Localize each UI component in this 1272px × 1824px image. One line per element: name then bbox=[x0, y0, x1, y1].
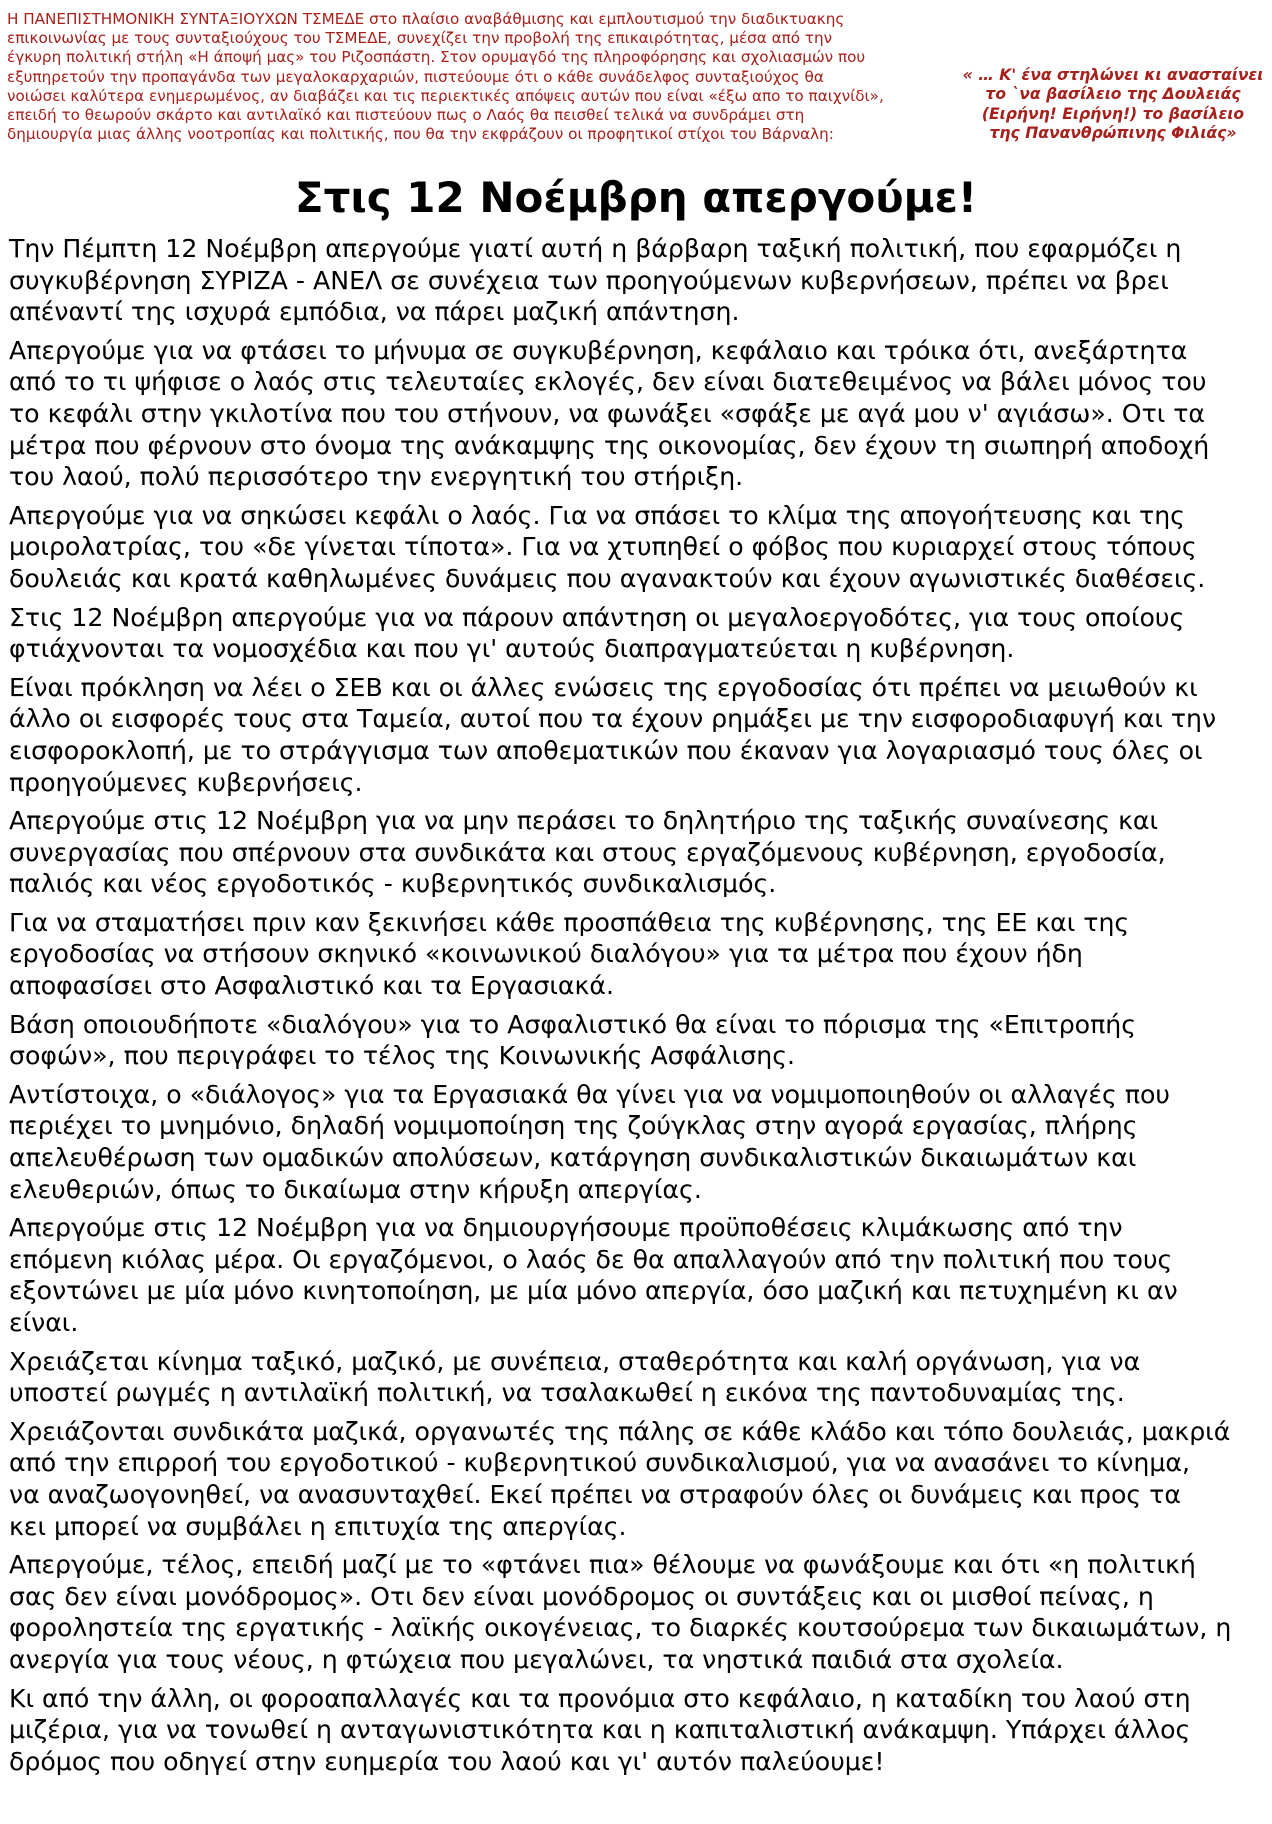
paragraph-line: φοροληστεία της εργατικής - λαϊκής οικογένειας, το διαρκές κουτσούρεμα των δικαιωμάτων, η bbox=[9, 1613, 1232, 1643]
paragraph-line: δουλειάς και κρατά καθηλωμένες δυνάμεις που αγανακτούν και έχουν αγωνιστικές διαθέσεις. bbox=[9, 563, 1206, 593]
paragraph-line: μέτρα που φέρνουν στο όνομα της ανάκαμψης της οικονομίας, δεν έχουν τη σιωπηρή αποδοχή bbox=[9, 430, 1210, 460]
paragraph-line: ελευθεριών, όπως το δικαίωμα στην κήρυξη απεργίας. bbox=[9, 1174, 702, 1204]
paragraph-line: περιέχει το μνημόνιο, δηλαδή νομιμοποίηση της ζούγκλας στην αγορά εργασίας, πλήρης bbox=[9, 1111, 1138, 1141]
paragraph-line: αποφασίσει στο Ασφαλιστικό και τα Εργασιακά. bbox=[9, 971, 614, 1001]
paragraph-line: Απεργούμε, τέλος, επειδή μαζί με το «φτάνει πια» θέλουμε να φωνάξουμε και ότι «η πολιτική bbox=[9, 1550, 1196, 1580]
paragraph-line: συγκυβέρνηση ΣΥΡΙΖΑ - ΑΝΕΛ σε συνέχεια των προηγούμενων κυβερνήσεων, πρέπει να βρει bbox=[9, 265, 1169, 295]
paragraph-line: του λαού, πολύ περισσότερο την ενεργητική του στήριξη. bbox=[9, 462, 744, 492]
article-paragraph bbox=[9, 907, 1272, 1002]
article-paragraph bbox=[9, 1683, 1272, 1778]
article-paragraph bbox=[9, 602, 1272, 665]
paragraph-line: από το τι ψήφισε ο λαός στις τελευταίες εκλογές, δεν είναι διατεθειμένος να βάλει μόνος του bbox=[9, 367, 1207, 397]
paragraph-line: ανεργία για τους νέους, η φτώχεια που μεγαλώνει, τα νηστικά παιδιά στα σχολεία. bbox=[9, 1644, 1064, 1674]
paragraph-line: δρόμος που οδηγεί στην ευημερία του λαού και γι' αυτόν παλεύουμε! bbox=[9, 1746, 885, 1776]
paragraph-line: σοφών», που περιγράφει το τέλος της Κοινωνικής Ασφάλισης. bbox=[9, 1041, 796, 1071]
paragraph-line: φτιάχνονται τα νομοσχέδια και που γι' αυτούς διαπραγματεύεται η κυβέρνηση. bbox=[9, 634, 1015, 664]
paragraph-line: παλιός και νέος εργοδοτικός - κυβερνητικός συνδικαλισμός. bbox=[9, 869, 777, 899]
article-paragraph bbox=[9, 335, 1272, 493]
paragraph-line: Απεργούμε για να φτάσει το μήνυμα σε συγκυβέρνηση, κεφάλαιο και τρόικα ότι, ανεξάρτητα bbox=[9, 335, 1188, 365]
poem-line: « … Κ' ένα στηλώνει κι ανασταίνει bbox=[962, 66, 1264, 84]
poem-quote bbox=[952, 66, 1272, 144]
paragraph-line: Αντίστοιχα, ο «διάλογος» για τα Εργασιακά θα γίνει για να νομιμοποιηθούν οι αλλαγές που bbox=[9, 1079, 1170, 1109]
paragraph-line: απελευθέρωση των ομαδικών απολύσεων, κατάργηση συνδικαλιστικών δικαιωμάτων και bbox=[9, 1143, 1137, 1173]
poem-line: το `να βασίλειο της Δουλειάς bbox=[985, 85, 1241, 104]
article-paragraph bbox=[9, 672, 1272, 798]
article-paragraph bbox=[9, 805, 1272, 900]
article-paragraph bbox=[9, 500, 1272, 595]
paragraph-line: συνεργασίας που σπέρνουν στα συνδικάτα και στους εργαζόμενους κυβέρνηση, εργοδοσία, bbox=[9, 837, 1166, 867]
paragraph-line: μιζέρια, για να τονωθεί η ανταγωνιστικότητα και η καπιταλιστική ανάκαμψη. Υπάρχει άλλος bbox=[9, 1715, 1191, 1745]
article-paragraph bbox=[9, 1212, 1272, 1338]
paragraph-line: είναι. bbox=[9, 1308, 79, 1337]
article-body bbox=[9, 233, 1272, 1784]
paragraph-line: Χρειάζονται συνδικάτα μαζικά, οργανωτές της πάλης σε κάθε κλάδο και τόπο δουλειάς, μακριά bbox=[9, 1416, 1231, 1446]
paragraph-line: προηγούμενες κυβερνήσεις. bbox=[9, 767, 363, 797]
paragraph-line: επόμενη κιόλας μέρα. Οι εργαζόμενοι, ο λαός δε θα απαλλαγούν από την πολιτική που τους bbox=[9, 1244, 1173, 1274]
paragraph-line: Κι από την άλλη, οι φοροαπαλλαγές και τα προνόμια στο κεφάλαιο, η καταδίκη του λαού στη bbox=[9, 1683, 1191, 1713]
poem-line: της Πανανθρώπινης Φιλιάς» bbox=[989, 124, 1237, 143]
paragraph-line: μοιρολατρίας, του «δε γίνεται τίποτα». Για να χτυπηθεί ο φόβος που κυριαρχεί στους τόπους bbox=[9, 532, 1197, 562]
paragraph-line: εργοδοσίας να στήσουν σκηνικό «κοινωνικού διαλόγου» για τα μέτρα που έχουν ήδη bbox=[9, 939, 1083, 969]
paragraph-line: να αναζωογονηθεί, να ανασυνταχθεί. Εκεί πρέπει να στραφούν όλες οι δυνάμεις και προς τα bbox=[9, 1479, 1181, 1509]
article-paragraph bbox=[9, 1009, 1272, 1072]
paragraph-line: Βάση οποιουδήποτε «διαλόγου» για το Ασφαλιστικό θα είναι το πόρισμα της «Επιτροπής bbox=[9, 1009, 1137, 1039]
paragraph-line: απέναντί της ισχυρά εμπόδια, να πάρει μαζική απάντηση. bbox=[9, 297, 740, 327]
paragraph-line: Την Πέμπτη 12 Νοέμβρη απεργούμε γιατί αυτή η βάρβαρη ταξική πολιτική, που εφαρμόζει η bbox=[9, 234, 1182, 263]
article-paragraph bbox=[9, 1549, 1272, 1675]
intro-paragraph: Η ΠΑΝΕΠΙΣΤΗΜΟΝΙΚΗ ΣΥΝΤΑΞΙΟΥΧΩΝ ΤΣΜΕΔΕ στο πλαίσιο αναβάθμισης και εμπλουτισμού την διαδικτυακης επικοινωνίας με τους συνταξιούχους του ΤΣΜΕΔΕ, συνεχίζει την προβολή της επικαιρότητας, μέσα από την έγκυρη πολιτική στήλη «Η άποψή μας» του Ριζοσπάστη. Στον ορυμαγδό της πληροφόρησης και σχολιασμών που εξυπηρετούν την προπαγάνδα των μεγαλοκαρχαριών, πιστεύουμε ότι ο κάθε συνάδελφος συνταξιούχος θα νοιώσει καλύτερα ενημερωμένος, αν διαβάζει και τις περιεκτικές απόψεις αυτών που είναι «έξω απο το παιχνίδι», επειδή το θεωρούν σκάρτο και αντιλαϊκό και πιστεύουν πως ο Λαός θα πεισθεί τελικά να συνδράμει στη δημιουργία μιας άλλης νοοτροπίας και πολιτικής, που θα την εκφράζουν οι προφητικοί στίχοι του Βάρναλη: bbox=[7, 10, 884, 144]
paragraph-line: από την επιρροή του εργοδοτικού - κυβερνητικού συνδικαλισμού, για να ανασάνει το κίνημα, bbox=[9, 1448, 1190, 1478]
article-paragraph bbox=[9, 233, 1272, 328]
paragraph-line: κει μπορεί να συμβάλει η επιτυχία της απεργίας. bbox=[9, 1511, 627, 1541]
paragraph-line: υποστεί ρωγμές η αντιλαϊκή πολιτική, να τσαλακωθεί η εικόνα της παντοδυναμίας της. bbox=[9, 1378, 1125, 1408]
paragraph-line: σας δεν είναι μονόδρομος». Οτι δεν είναι μονόδρομος οι συντάξεις και οι μισθοί πείνας, η bbox=[9, 1581, 1154, 1611]
paragraph-line: άλλο οι εισφορές τους στα Ταμεία, αυτοί που τα έχουν ρημάξει με την εισφοροδιαφυγή και την bbox=[9, 704, 1217, 734]
article-paragraph bbox=[9, 1346, 1272, 1409]
article-title: Στις 12 Νοέμβρη απεργούμε! bbox=[294, 173, 978, 222]
paragraph-line: Είναι πρόκληση να λέει ο ΣΕΒ και οι άλλες ενώσεις της εργοδοσίας ότι πρέπει να μειωθούν κι bbox=[9, 672, 1198, 702]
paragraph-line: Απεργούμε στις 12 Νοέμβρη για να μην περάσει το δηλητήριο της ταξικής συναίνεσης και bbox=[9, 806, 1159, 836]
paragraph-line: Στις 12 Νοέμβρη απεργούμε για να πάρουν απάντηση οι μεγαλοεργοδότες, για τους οποίους bbox=[9, 602, 1185, 632]
paragraph-line: Απεργούμε για να σηκώσει κεφάλι ο λαός. Για να σπάσει το κλίμα της απογοήτευσης και της bbox=[9, 500, 1185, 530]
paragraph-line: το κεφάλι στην γκιλοτίνα που του στήνουν, να φωνάξει «σφάξε με αγά μου ν' αγιάσω». Οτι τα bbox=[9, 398, 1206, 428]
paragraph-line: Χρειάζεται κίνημα ταξικό, μαζικό, με συνέπεια, σταθερότητα και καλή οργάνωση, για να bbox=[9, 1346, 1141, 1376]
poem-line: (Ειρήνη! Ειρήνη!) το βασίλειο bbox=[981, 104, 1245, 123]
page-header bbox=[0, 0, 1272, 170]
paragraph-line: Για να σταματήσει πριν καν ξεκινήσει κάθε προσπάθεια της κυβέρνησης, της ΕΕ και της bbox=[9, 907, 1130, 937]
paragraph-line: εξοντώνει με μία μόνο κινητοποίηση, με μία μόνο απεργία, όσο μαζική και πετυχημένη κι αν bbox=[9, 1276, 1178, 1306]
article-paragraph bbox=[9, 1079, 1272, 1205]
article-paragraph bbox=[9, 1416, 1272, 1542]
paragraph-line: εισφοροκλοπή, με το στράγγισμα των αποθεματικών που έκαναν για λογαριασμό τους όλες οι bbox=[9, 735, 1203, 765]
paragraph-line: Απεργούμε στις 12 Νοέμβρη για να δημιουργήσουμε προϋποθέσεις κλιμάκωσης από την bbox=[9, 1213, 1123, 1243]
